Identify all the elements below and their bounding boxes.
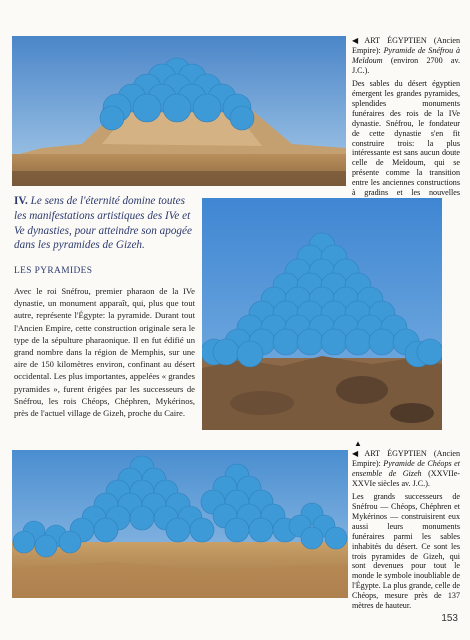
photo-gizeh-ensemble bbox=[12, 450, 348, 598]
caption-meidoum: ◀ART ÉGYPTIEN (Ancien Empire): Pyramide de Snéfrou à Meïdoum (environ 2700 av. J.C.). Des sables du désert égyptien émergent les grandes pyramides, splendides monuments funéraires des rois de la IVe dynastie. Snéfrou, le fondateur de cette dynastie s'en fit construire trois: la plus intéressante est sans aucun doute celle de Meïdoum, qui se présente comme la transition entre les anciennes constructions à gradins et les nouvelles bbox=[352, 36, 460, 197]
chapter-headline: IV. Le sens de l'éternité domine toutes les manifestations artistiques des IVe et Ve dynasties, pour atteindre son apogée dans les pyramides de Gizeh. bbox=[14, 195, 192, 252]
section-title: LES PYRAMIDES bbox=[14, 266, 93, 276]
photo-cheops-pyramid bbox=[202, 198, 442, 430]
photo-meidoum-pyramid bbox=[12, 36, 346, 186]
page-number: 153 bbox=[441, 613, 458, 624]
caption-pointer-left-icon: ◀ bbox=[352, 449, 364, 458]
caption-pointer-left-icon: ◀ bbox=[352, 36, 364, 45]
caption-gizeh: ▲ ◀ART ÉGYPTIEN (Ancien Empire): Pyramide de Chéops et ensemble de Gizeh (XXVIIe-XXVIe siècles av. J.C.). Les grands successeurs de Snéfrou — Chéops, Chéphren et Mykérinos — construisirent eux aussi leurs monuments funéraires parmi les sables inhabités du désert. Ce sont les trois pyramides de Gizeh, qui sont devenues pour tout le monde le symbole inoubliable de l'Égypte. La plus grande, celle de Chéops, mesure près de 137 mètres de hauteur. bbox=[352, 439, 460, 610]
caption-pointer-up-icon: ▲ bbox=[354, 439, 362, 448]
body-text: Avec le roi Snéfrou, premier pharaon de la IVe dynastie, un monument apparaît, qui, plus que tout autre, représente l'Égypte: la pyramide. Durant tout l'Ancien Empire, cette construction originale sera le type de la sépulture pharaonique. Il en fut édifié un grand nombre dans la région de Memphis, sur une aire de 150 kilomètres environ, confinant au désert occidental. Les plus importantes, appelées « grandes pyramides », furent érigées par les successeurs de Snéfrou, les rois Chéops, Chéphren, Mykérinos, près de l'actuel village de Gizeh, proche du Caire. bbox=[14, 286, 195, 419]
